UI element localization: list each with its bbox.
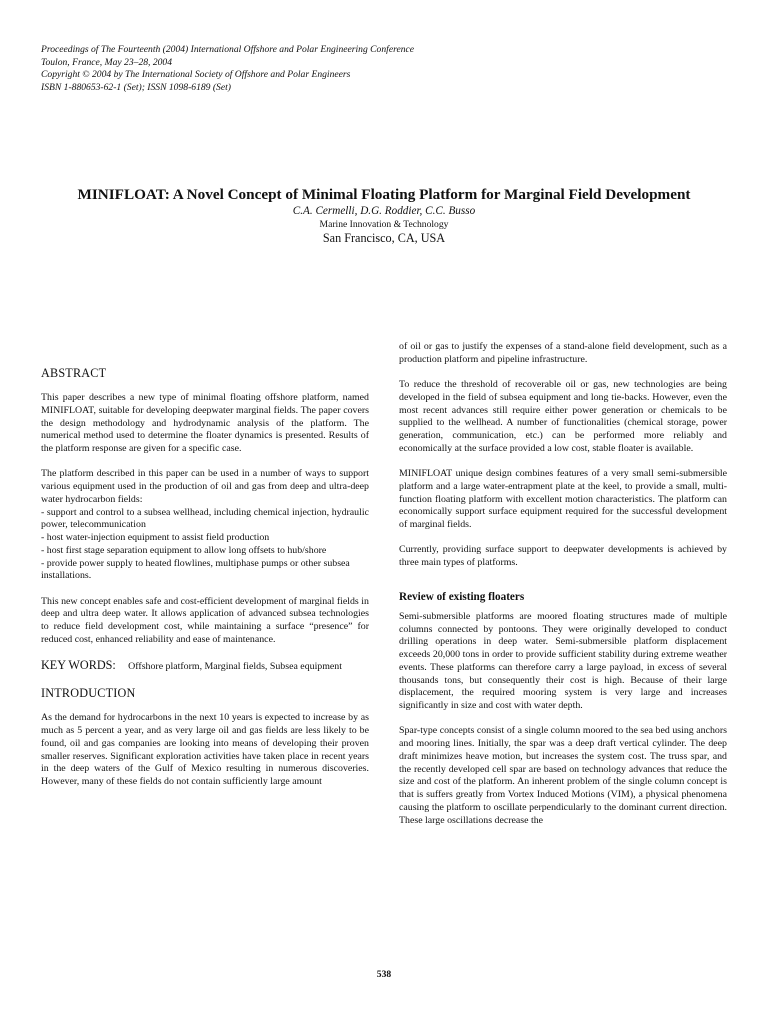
paper-title: MINIFLOAT: A Novel Concept of Minimal Floating Platform for Marginal Field Development: [77, 186, 691, 203]
abstract-paragraph-1: This paper describes a new type of minimal floating offshore platform, named MINIFLOAT, suitable for developing deepwater marginal fields. The paper covers the design methodology and hydrodynamic analysis of the platform. The numerical method used to determine the floater dynamics is presented. Results of the platform response are given for a specific case.: [41, 392, 369, 454]
right-column: [399, 341, 727, 840]
review-paragraph-1: Semi-submersible platforms are moored floating structures made of multiple columns connected by pontoons. They were originally developed to conduct drilling operations in deep water. Semi-submersible platform displacement exceeds 20,000 tons in order to provide sufficient stability during extreme weather events. These platforms can therefore carry a large payload, in excess of several thousands tons, but consequently their cost is high. Because of their large displacement, the required mooring system is very large and increases significantly in size and cost with water depth.: [399, 610, 727, 711]
header-line-location: Toulon, France, May 23–28, 2004: [41, 56, 173, 68]
keywords: [41, 659, 369, 674]
abstract-heading: ABSTRACT: [41, 366, 107, 380]
abstract-uses-list: [41, 468, 369, 583]
keywords-text: Offshore platform, Marginal fields, Subsea equipment: [128, 661, 342, 672]
header-line-isbn: ISBN 1-880653-62-1 (Set); ISSN 1098-6189 (Set): [41, 81, 231, 93]
proceedings-header: [41, 44, 641, 94]
author-affiliation: Marine Innovation & Technology: [319, 219, 449, 230]
list-item: - host water-injection equipment to assist field production: [41, 532, 270, 543]
abstract-paragraph-3: This new concept enables safe and cost-efficient development of marginal fields in deep and ultra deep water. It allows application of advanced subsea technologies to reduce field development cost, while maintaining a surface “presence” for reduced cost, enhanced reliability and ease of maintenance.: [41, 595, 369, 645]
header-line-copyright: Copyright © 2004 by The International Society of Offshore and Polar Engineers: [41, 69, 351, 81]
review-heading: Review of existing floaters: [399, 590, 525, 603]
introduction-heading: INTRODUCTION: [41, 686, 136, 701]
abstract-paragraph-2: The platform described in this paper can be used in a number of ways to support various equipment used in the production of oil and gas from deep and ultra-deep water hydrocarbon fields:: [41, 468, 369, 505]
introduction-paragraph-4: Currently, providing surface support to deepwater developments is achieved by three main types of platforms.: [399, 544, 727, 568]
paper-authors: C.A. Cermelli, D.G. Roddier, C.C. Busso: [292, 205, 476, 217]
header-line-conference: Proceedings of The Fourteenth (2004) International Offshore and Polar Engineering Conference: [41, 44, 415, 55]
introduction-paragraph-1: As the demand for hydrocarbons in the next 10 years is expected to increase by as much as 5 percent a year, and as very large oil and gas fields are less likely to be found, oil and gas companies are looking into means of developing their proven smaller reserves. Significant exploration activities have taken place in recent years in the deep waters of the Gulf of Mexico resulting in numerous discoveries. However, many of these fields do not contain sufficiently large amount: [41, 712, 369, 787]
title-block: [0, 185, 768, 246]
author-location: San Francisco, CA, USA: [322, 231, 446, 245]
introduction-paragraph-3: MINIFLOAT unique design combines features of a very small semi-submersible platform and a large water-entrapment plate at the keel, to provide a small, multi-function floating platform with excellent motion characteristics. The platform can economically support surface equipment required for the successful development of marginal fields.: [399, 468, 727, 530]
keywords-label: KEY WORDS:: [41, 658, 116, 672]
introduction-paragraph-continued: of oil or gas to justify the expenses of a stand-alone field development, such as a production platform and pipeline infrastructure.: [399, 341, 727, 365]
list-item: - provide power supply to heated flowlines, multiphase pumps or other subsea installations.: [41, 557, 350, 582]
left-column: [41, 366, 369, 801]
introduction-paragraph-2: To reduce the threshold of recoverable oil or gas, new technologies are being developed in the field of subsea equipment and long tie-backs. However, even the most recent advances still require either power generation or chemicals to be supplied to the wellhead. A number of functionalities (chemical storage, power generation, communication, etc.) can be performed more reliably and economically at the surface provided a low cost, stable floater is available.: [399, 379, 727, 454]
review-paragraph-2: Spar-type concepts consist of a single column moored to the sea bed using anchors and mooring lines. Initially, the spar was a deep draft vertical cylinder. The deep draft minimizes heave motion, but increases the system cost. The truss spar, and the recently developed cell spar are based on technology advances that reduce the size and cost of the platform. An inherent problem of the single column concept is that is suffers greatly from Vortex Induced Motions (VIM), a physical phenomena causing the platform to oscillate perpendicularly to the dominant current direction. These large oscillations decrease the: [399, 725, 727, 826]
list-item: - host first stage separation equipment to allow long offsets to hub/shore: [41, 544, 327, 556]
page-number: 538: [376, 969, 392, 980]
list-item: - support and control to a subsea wellhead, including chemical injection, hydraulic power, telecommunication: [41, 506, 369, 531]
